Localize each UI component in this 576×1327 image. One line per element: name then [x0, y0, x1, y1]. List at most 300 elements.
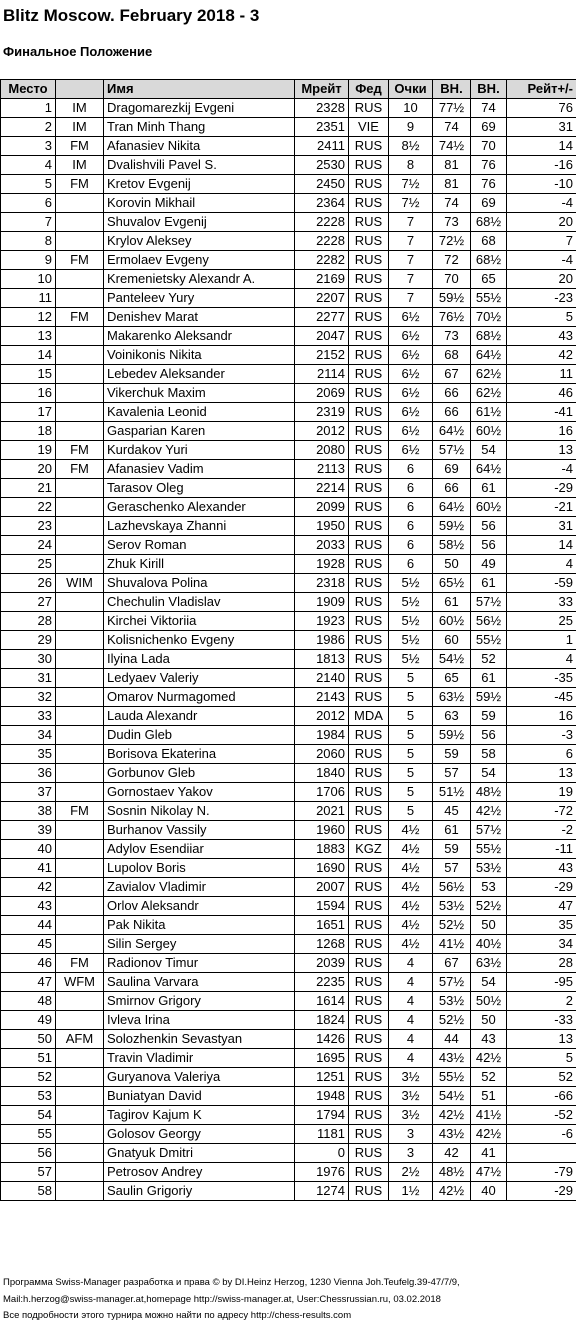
cell-rating-change: -72	[507, 802, 576, 821]
cell-place: 47	[1, 973, 56, 992]
cell-tiebreak-2: 61	[471, 669, 507, 688]
cell-tiebreak-1: 59½	[433, 289, 471, 308]
cell-tiebreak-2: 68½	[471, 213, 507, 232]
cell-points: 4½	[389, 935, 433, 954]
cell-title	[56, 289, 104, 308]
cell-place: 40	[1, 840, 56, 859]
cell-place: 14	[1, 346, 56, 365]
cell-name: Burhanov Vassily	[104, 821, 295, 840]
cell-rating: 1274	[295, 1182, 349, 1201]
cell-tiebreak-1: 77½	[433, 99, 471, 118]
cell-name: Zhuk Kirill	[104, 555, 295, 574]
cell-place: 12	[1, 308, 56, 327]
cell-title	[56, 1068, 104, 1087]
cell-tiebreak-2: 52	[471, 1068, 507, 1087]
col-header-place: Место	[1, 80, 56, 99]
cell-federation: RUS	[349, 441, 389, 460]
table-row	[1, 365, 576, 384]
footer-line-link: Все подробности этого турнира можно найти по адресу http://chess-results.com	[3, 1310, 352, 1321]
cell-points: 5	[389, 745, 433, 764]
cell-rating: 2113	[295, 460, 349, 479]
cell-title	[56, 612, 104, 631]
col-header-tiebreak-2: ВН.	[471, 80, 507, 99]
cell-points: 6½	[389, 365, 433, 384]
cell-federation: RUS	[349, 935, 389, 954]
cell-rating: 2012	[295, 707, 349, 726]
cell-name: Dvalishvili Pavel S.	[104, 156, 295, 175]
cell-place: 22	[1, 498, 56, 517]
table-header-row	[1, 80, 576, 99]
cell-rating-change: 46	[507, 384, 576, 403]
table-row	[1, 688, 576, 707]
cell-rating: 2047	[295, 327, 349, 346]
cell-tiebreak-2: 50½	[471, 992, 507, 1011]
cell-title	[56, 232, 104, 251]
table-row	[1, 650, 576, 669]
cell-rating-change: -29	[507, 1182, 576, 1201]
cell-tiebreak-2: 50	[471, 916, 507, 935]
cell-rating: 1909	[295, 593, 349, 612]
cell-rating-change: -21	[507, 498, 576, 517]
cell-name: Dragomarezkij Evgeni	[104, 99, 295, 118]
cell-name: Kolisnichenko Evgeny	[104, 631, 295, 650]
cell-points: 4	[389, 992, 433, 1011]
cell-place: 37	[1, 783, 56, 802]
cell-tiebreak-2: 70	[471, 137, 507, 156]
cell-name: Panteleev Yury	[104, 289, 295, 308]
cell-title: FM	[56, 460, 104, 479]
cell-points: 4	[389, 1030, 433, 1049]
cell-points: 3	[389, 1144, 433, 1163]
cell-place: 25	[1, 555, 56, 574]
cell-tiebreak-2: 70½	[471, 308, 507, 327]
table-row	[1, 1030, 576, 1049]
cell-points: 4½	[389, 821, 433, 840]
cell-points: 10	[389, 99, 433, 118]
cell-rating: 1984	[295, 726, 349, 745]
cell-tiebreak-2: 59½	[471, 688, 507, 707]
cell-place: 57	[1, 1163, 56, 1182]
cell-tiebreak-2: 64½	[471, 346, 507, 365]
table-row	[1, 555, 576, 574]
cell-rating-change: 20	[507, 270, 576, 289]
cell-rating-change: 16	[507, 707, 576, 726]
cell-tiebreak-1: 43½	[433, 1125, 471, 1144]
cell-points: 7	[389, 251, 433, 270]
table-row	[1, 574, 576, 593]
cell-tiebreak-2: 43	[471, 1030, 507, 1049]
cell-federation: RUS	[349, 422, 389, 441]
cell-rating-change: 52	[507, 1068, 576, 1087]
cell-rating: 1824	[295, 1011, 349, 1030]
cell-tiebreak-2: 68½	[471, 327, 507, 346]
cell-rating: 2277	[295, 308, 349, 327]
cell-name: Lauda Alexandr	[104, 707, 295, 726]
cell-name: Vikerchuk Maxim	[104, 384, 295, 403]
cell-title: IM	[56, 99, 104, 118]
cell-place: 6	[1, 194, 56, 213]
table-row	[1, 669, 576, 688]
cell-rating: 1794	[295, 1106, 349, 1125]
cell-tiebreak-1: 61	[433, 821, 471, 840]
cell-rating: 1883	[295, 840, 349, 859]
cell-federation: RUS	[349, 479, 389, 498]
cell-rating-change: 47	[507, 897, 576, 916]
cell-place: 8	[1, 232, 56, 251]
cell-tiebreak-1: 53½	[433, 992, 471, 1011]
cell-rating: 2411	[295, 137, 349, 156]
cell-place: 46	[1, 954, 56, 973]
cell-name: Saulin Grigoriy	[104, 1182, 295, 1201]
cell-tiebreak-2: 54	[471, 973, 507, 992]
cell-federation: RUS	[349, 612, 389, 631]
cell-federation: MDA	[349, 707, 389, 726]
cell-tiebreak-2: 54	[471, 764, 507, 783]
cell-rating-change: -79	[507, 1163, 576, 1182]
cell-name: Krylov Aleksey	[104, 232, 295, 251]
cell-rating: 1923	[295, 612, 349, 631]
cell-rating: 1695	[295, 1049, 349, 1068]
cell-name: Korovin Mikhail	[104, 194, 295, 213]
cell-points: 7½	[389, 194, 433, 213]
table-row	[1, 1125, 576, 1144]
cell-federation: KGZ	[349, 840, 389, 859]
cell-title: FM	[56, 137, 104, 156]
cell-points: 6	[389, 498, 433, 517]
cell-rating: 0	[295, 1144, 349, 1163]
cell-points: 4	[389, 973, 433, 992]
footer	[3, 1275, 460, 1325]
cell-name: Ledyaev Valeriy	[104, 669, 295, 688]
table-row	[1, 745, 576, 764]
cell-rating-change: 33	[507, 593, 576, 612]
cell-name: Orlov Aleksandr	[104, 897, 295, 916]
cell-tiebreak-2: 54	[471, 441, 507, 460]
cell-federation: RUS	[349, 954, 389, 973]
cell-rating: 2060	[295, 745, 349, 764]
cell-rating-change: 5	[507, 308, 576, 327]
cell-name: Lebedev Aleksander	[104, 365, 295, 384]
cell-points: 6	[389, 479, 433, 498]
cell-title	[56, 479, 104, 498]
cell-points: 6½	[389, 346, 433, 365]
table-row	[1, 1087, 576, 1106]
cell-federation: RUS	[349, 593, 389, 612]
cell-title: AFM	[56, 1030, 104, 1049]
cell-points: 5	[389, 764, 433, 783]
cell-rating: 2214	[295, 479, 349, 498]
cell-tiebreak-1: 63	[433, 707, 471, 726]
cell-rating: 1251	[295, 1068, 349, 1087]
cell-points: 3½	[389, 1106, 433, 1125]
cell-place: 38	[1, 802, 56, 821]
cell-tiebreak-2: 59	[471, 707, 507, 726]
cell-title: WIM	[56, 574, 104, 593]
cell-tiebreak-2: 64½	[471, 460, 507, 479]
cell-rating-change: 28	[507, 954, 576, 973]
cell-rating: 2364	[295, 194, 349, 213]
cell-tiebreak-2: 47½	[471, 1163, 507, 1182]
table-row	[1, 992, 576, 1011]
cell-place: 55	[1, 1125, 56, 1144]
cell-points: 6½	[389, 422, 433, 441]
cell-name: Gnatyuk Dmitri	[104, 1144, 295, 1163]
cell-tiebreak-2: 69	[471, 118, 507, 137]
cell-rating: 1614	[295, 992, 349, 1011]
cell-name: Petrosov Andrey	[104, 1163, 295, 1182]
cell-points: 8½	[389, 137, 433, 156]
cell-tiebreak-2: 76	[471, 175, 507, 194]
cell-tiebreak-1: 70	[433, 270, 471, 289]
cell-rating: 2012	[295, 422, 349, 441]
cell-title	[56, 669, 104, 688]
cell-rating: 2351	[295, 118, 349, 137]
cell-federation: RUS	[349, 878, 389, 897]
cell-rating-change: 25	[507, 612, 576, 631]
cell-federation: RUS	[349, 1182, 389, 1201]
cell-place: 36	[1, 764, 56, 783]
cell-rating: 2235	[295, 973, 349, 992]
table-row	[1, 118, 576, 137]
cell-rating: 1840	[295, 764, 349, 783]
cell-tiebreak-1: 48½	[433, 1163, 471, 1182]
cell-tiebreak-2: 55½	[471, 840, 507, 859]
cell-title: IM	[56, 118, 104, 137]
cell-tiebreak-1: 81	[433, 175, 471, 194]
cell-tiebreak-1: 59	[433, 840, 471, 859]
cell-name: Zavialov Vladimir	[104, 878, 295, 897]
cell-name: Ilyina Lada	[104, 650, 295, 669]
cell-name: Afanasiev Nikita	[104, 137, 295, 156]
cell-points: 4½	[389, 859, 433, 878]
cell-name: Golosov Georgy	[104, 1125, 295, 1144]
cell-rating-change: -3	[507, 726, 576, 745]
cell-rating: 2069	[295, 384, 349, 403]
cell-place: 48	[1, 992, 56, 1011]
cell-tiebreak-1: 42½	[433, 1106, 471, 1125]
cell-federation: RUS	[349, 669, 389, 688]
cell-federation: RUS	[349, 1049, 389, 1068]
cell-rating-change: 16	[507, 422, 576, 441]
cell-points: 9	[389, 118, 433, 137]
cell-rating: 2228	[295, 213, 349, 232]
cell-tiebreak-1: 65	[433, 669, 471, 688]
cell-points: 7	[389, 270, 433, 289]
cell-federation: RUS	[349, 821, 389, 840]
table-row	[1, 802, 576, 821]
cell-federation: RUS	[349, 156, 389, 175]
cell-tiebreak-1: 74½	[433, 137, 471, 156]
table-row	[1, 878, 576, 897]
cell-tiebreak-1: 60	[433, 631, 471, 650]
cell-tiebreak-1: 42½	[433, 1182, 471, 1201]
table-row	[1, 1144, 576, 1163]
cell-federation: RUS	[349, 631, 389, 650]
cell-federation: RUS	[349, 365, 389, 384]
cell-tiebreak-1: 81	[433, 156, 471, 175]
page-title: Blitz Moscow. February 2018 - 3	[3, 6, 260, 25]
cell-name: Kurdakov Yuri	[104, 441, 295, 460]
cell-federation: RUS	[349, 764, 389, 783]
cell-rating-change: 7	[507, 232, 576, 251]
cell-tiebreak-1: 72½	[433, 232, 471, 251]
cell-federation: VIE	[349, 118, 389, 137]
cell-title	[56, 1049, 104, 1068]
cell-name: Shuvalova Polina	[104, 574, 295, 593]
table-row	[1, 517, 576, 536]
cell-tiebreak-2: 63½	[471, 954, 507, 973]
cell-title	[56, 422, 104, 441]
cell-federation: RUS	[349, 1068, 389, 1087]
cell-points: 5	[389, 707, 433, 726]
table-row	[1, 783, 576, 802]
cell-federation: RUS	[349, 1106, 389, 1125]
cell-name: Denishev Marat	[104, 308, 295, 327]
cell-title	[56, 1106, 104, 1125]
cell-tiebreak-1: 73	[433, 213, 471, 232]
table-row	[1, 707, 576, 726]
cell-name: Travin Vladimir	[104, 1049, 295, 1068]
cell-tiebreak-1: 57	[433, 859, 471, 878]
table-row	[1, 1106, 576, 1125]
cell-federation: RUS	[349, 403, 389, 422]
cell-name: Pak Nikita	[104, 916, 295, 935]
cell-federation: RUS	[349, 346, 389, 365]
cell-rating-change: 5	[507, 1049, 576, 1068]
cell-place: 43	[1, 897, 56, 916]
cell-name: Buniatyan David	[104, 1087, 295, 1106]
table-row	[1, 954, 576, 973]
cell-federation: RUS	[349, 460, 389, 479]
cell-points: 5	[389, 783, 433, 802]
cell-rating: 2021	[295, 802, 349, 821]
cell-points: 3	[389, 1125, 433, 1144]
cell-tiebreak-2: 68	[471, 232, 507, 251]
cell-rating: 1928	[295, 555, 349, 574]
cell-place: 3	[1, 137, 56, 156]
cell-rating: 2039	[295, 954, 349, 973]
cell-rating: 2140	[295, 669, 349, 688]
cell-rating-change: -11	[507, 840, 576, 859]
footer-line-contact: Mail:h.herzog@swiss-manager.at,homepage http://swiss-manager.at, User:Chessrussian.ru, 03.02.2018	[3, 1293, 441, 1305]
col-header-title	[56, 80, 104, 99]
cell-federation: RUS	[349, 726, 389, 745]
cell-rating-change: -2	[507, 821, 576, 840]
cell-federation: RUS	[349, 99, 389, 118]
cell-points: 6½	[389, 308, 433, 327]
cell-points: 6	[389, 460, 433, 479]
cell-tiebreak-2: 76	[471, 156, 507, 175]
cell-tiebreak-1: 52½	[433, 916, 471, 935]
cell-federation: RUS	[349, 688, 389, 707]
cell-title	[56, 1011, 104, 1030]
cell-rating: 2114	[295, 365, 349, 384]
cell-title	[56, 327, 104, 346]
cell-tiebreak-2: 42½	[471, 1049, 507, 1068]
cell-tiebreak-1: 50	[433, 555, 471, 574]
cell-rating-change: 19	[507, 783, 576, 802]
cell-points: 8	[389, 156, 433, 175]
standings-body	[1, 99, 576, 1201]
cell-tiebreak-2: 60½	[471, 422, 507, 441]
table-row	[1, 441, 576, 460]
table-row	[1, 270, 576, 289]
cell-place: 32	[1, 688, 56, 707]
cell-name: Voinikonis Nikita	[104, 346, 295, 365]
cell-name: Smirnov Grigory	[104, 992, 295, 1011]
cell-federation: RUS	[349, 1011, 389, 1030]
cell-title	[56, 1182, 104, 1201]
cell-points: 6	[389, 536, 433, 555]
table-row	[1, 631, 576, 650]
cell-rating-change: 42	[507, 346, 576, 365]
cell-place: 29	[1, 631, 56, 650]
cell-title	[56, 783, 104, 802]
cell-name: Saulina Varvara	[104, 973, 295, 992]
col-header-rating: Мрейт	[295, 80, 349, 99]
table-row	[1, 479, 576, 498]
cell-rating-change: 11	[507, 365, 576, 384]
cell-tiebreak-1: 66	[433, 384, 471, 403]
cell-federation: RUS	[349, 232, 389, 251]
cell-rating-change: -59	[507, 574, 576, 593]
cell-points: 7	[389, 232, 433, 251]
cell-title	[56, 1125, 104, 1144]
cell-rating: 1948	[295, 1087, 349, 1106]
cell-rating-change	[507, 1144, 576, 1163]
cell-place: 13	[1, 327, 56, 346]
cell-tiebreak-2: 57½	[471, 593, 507, 612]
cell-points: 5½	[389, 650, 433, 669]
cell-place: 16	[1, 384, 56, 403]
cell-tiebreak-1: 45	[433, 802, 471, 821]
table-row	[1, 1182, 576, 1201]
cell-place: 49	[1, 1011, 56, 1030]
cell-rating: 2080	[295, 441, 349, 460]
cell-place: 20	[1, 460, 56, 479]
cell-tiebreak-1: 57½	[433, 441, 471, 460]
cell-title	[56, 650, 104, 669]
cell-tiebreak-1: 76½	[433, 308, 471, 327]
cell-rating-change: 4	[507, 650, 576, 669]
cell-title	[56, 498, 104, 517]
cell-place: 51	[1, 1049, 56, 1068]
cell-rating-change: 2	[507, 992, 576, 1011]
cell-name: Gasparian Karen	[104, 422, 295, 441]
cell-name: Kavalenia Leonid	[104, 403, 295, 422]
cell-tiebreak-2: 57½	[471, 821, 507, 840]
cell-name: Lazhevskaya Zhanni	[104, 517, 295, 536]
cell-place: 23	[1, 517, 56, 536]
cell-tiebreak-1: 57½	[433, 973, 471, 992]
cell-name: Radionov Timur	[104, 954, 295, 973]
cell-tiebreak-1: 69	[433, 460, 471, 479]
table-row	[1, 973, 576, 992]
col-header-rating-change: Рейт+/-	[507, 80, 576, 99]
cell-place: 45	[1, 935, 56, 954]
cell-rating-change: -16	[507, 156, 576, 175]
cell-tiebreak-2: 56	[471, 726, 507, 745]
table-row	[1, 156, 576, 175]
cell-place: 10	[1, 270, 56, 289]
table-row	[1, 859, 576, 878]
table-row	[1, 460, 576, 479]
table-row	[1, 1049, 576, 1068]
cell-tiebreak-2: 49	[471, 555, 507, 574]
cell-rating: 1706	[295, 783, 349, 802]
table-row	[1, 498, 576, 517]
cell-place: 11	[1, 289, 56, 308]
